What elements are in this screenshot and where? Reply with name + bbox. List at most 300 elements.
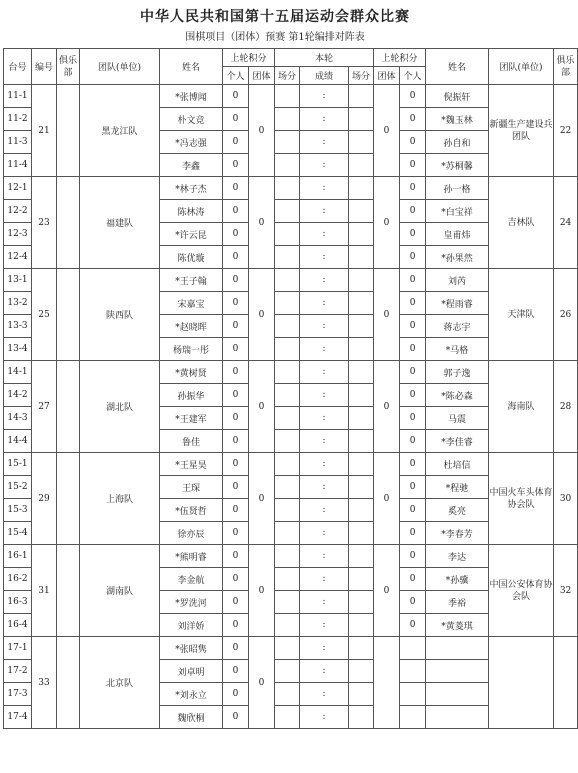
result-cell: :	[300, 614, 349, 637]
player-name-right: 奚亮	[426, 499, 489, 522]
player-name: 朴文竞	[160, 108, 223, 131]
player-name: *张昭隽	[160, 637, 223, 660]
team-name: 福建队	[80, 177, 160, 269]
prev-individual-score: 0	[223, 453, 249, 476]
header-field-score: 场分	[275, 67, 300, 85]
field-score-right	[349, 223, 374, 246]
header-name-right: 姓名	[426, 49, 489, 85]
team-name: 北京队	[80, 637, 160, 729]
field-score	[275, 476, 300, 499]
prev-team-score-right: 0	[374, 361, 400, 453]
field-score	[275, 430, 300, 453]
team-name-right: 中国公安体育协会队	[489, 545, 554, 637]
board-number: 14-3	[4, 407, 32, 430]
team-code-right: 24	[554, 177, 578, 269]
prev-individual-score: 0	[223, 131, 249, 154]
result-cell: :	[300, 108, 349, 131]
field-score	[275, 683, 300, 706]
result-cell: :	[300, 85, 349, 108]
prev-individual-score-right	[400, 637, 426, 660]
header-team-right: 团队(单位)	[489, 49, 554, 85]
prev-individual-score: 0	[223, 545, 249, 568]
prev-individual-score-right: 0	[400, 476, 426, 499]
board-number: 12-4	[4, 246, 32, 269]
field-score-right	[349, 177, 374, 200]
prev-individual-score: 0	[223, 154, 249, 177]
club-cell	[57, 85, 80, 177]
prev-team-score: 0	[249, 85, 275, 177]
team-code: 29	[32, 453, 57, 545]
player-name-right: 孙一格	[426, 177, 489, 200]
field-score-right	[349, 246, 374, 269]
prev-individual-score: 0	[223, 591, 249, 614]
player-name: *王星昊	[160, 453, 223, 476]
player-name: 刘洋娇	[160, 614, 223, 637]
club-cell	[57, 177, 80, 269]
player-name: 鲁佳	[160, 430, 223, 453]
prev-individual-score-right	[400, 660, 426, 683]
player-name-right: *程雨睿	[426, 292, 489, 315]
prev-individual-score-right: 0	[400, 131, 426, 154]
player-name: *罗洗河	[160, 591, 223, 614]
result-cell: :	[300, 453, 349, 476]
prev-individual-score: 0	[223, 200, 249, 223]
result-cell: :	[300, 430, 349, 453]
prev-team-score-right: 0	[374, 177, 400, 269]
prev-individual-score-right: 0	[400, 338, 426, 361]
field-score-right	[349, 361, 374, 384]
result-cell: :	[300, 384, 349, 407]
prev-individual-score-right: 0	[400, 200, 426, 223]
board-number: 12-2	[4, 200, 32, 223]
header-result: 成绩	[300, 67, 349, 85]
prev-individual-score-right: 0	[400, 453, 426, 476]
prev-individual-score-right: 0	[400, 292, 426, 315]
prev-individual-score-right: 0	[400, 361, 426, 384]
player-name-right: *白宝祥	[426, 200, 489, 223]
player-name: 刘卓明	[160, 660, 223, 683]
table-row	[4, 545, 578, 568]
team-code-right	[554, 637, 578, 729]
result-cell: :	[300, 246, 349, 269]
player-name-right	[426, 706, 489, 729]
field-score-right	[349, 591, 374, 614]
board-number: 11-1	[4, 85, 32, 108]
team-name: 湖南队	[80, 545, 160, 637]
field-score-right	[349, 683, 374, 706]
player-name-right: *陈必森	[426, 384, 489, 407]
result-cell: :	[300, 200, 349, 223]
header-team-score-right: 团体	[374, 67, 400, 85]
prev-team-score-right: 0	[374, 85, 400, 177]
field-score-right	[349, 200, 374, 223]
player-name: *王建军	[160, 407, 223, 430]
prev-individual-score-right: 0	[400, 223, 426, 246]
header-row-1	[4, 49, 578, 67]
board-number: 14-4	[4, 430, 32, 453]
prev-individual-score: 0	[223, 522, 249, 545]
team-code: 27	[32, 361, 57, 453]
field-score-right	[349, 131, 374, 154]
result-cell: :	[300, 177, 349, 200]
prev-team-score: 0	[249, 361, 275, 453]
prev-individual-score-right: 0	[400, 177, 426, 200]
team-code-right: 22	[554, 85, 578, 177]
table-row	[4, 269, 578, 292]
board-number: 11-4	[4, 154, 32, 177]
team-name-right: 中国火车头体育协会队	[489, 453, 554, 545]
result-cell: :	[300, 706, 349, 729]
field-score-right	[349, 499, 374, 522]
board-number: 17-3	[4, 683, 32, 706]
board-number: 12-3	[4, 223, 32, 246]
prev-team-score-right: 0	[374, 545, 400, 637]
board-number: 17-4	[4, 706, 32, 729]
prev-individual-score-right: 0	[400, 246, 426, 269]
prev-individual-score-right	[400, 683, 426, 706]
team-name: 上海队	[80, 453, 160, 545]
result-cell: :	[300, 476, 349, 499]
field-score	[275, 499, 300, 522]
pairing-table	[3, 48, 578, 729]
player-name: 宋嘉宝	[160, 292, 223, 315]
prev-individual-score: 0	[223, 108, 249, 131]
prev-individual-score: 0	[223, 246, 249, 269]
result-cell: :	[300, 131, 349, 154]
prev-individual-score-right: 0	[400, 430, 426, 453]
field-score	[275, 568, 300, 591]
prev-individual-score: 0	[223, 614, 249, 637]
prev-individual-score: 0	[223, 338, 249, 361]
field-score-right	[349, 476, 374, 499]
player-name-right: *苏桐馨	[426, 154, 489, 177]
field-score	[275, 706, 300, 729]
team-code-right: 30	[554, 453, 578, 545]
table-row	[4, 85, 578, 108]
field-score	[275, 384, 300, 407]
field-score	[275, 637, 300, 660]
field-score	[275, 522, 300, 545]
prev-individual-score: 0	[223, 430, 249, 453]
field-score	[275, 154, 300, 177]
prev-individual-score-right	[400, 706, 426, 729]
player-name-right: *李春芳	[426, 522, 489, 545]
player-name-right: *黄菱琪	[426, 614, 489, 637]
player-name: 徐亦辰	[160, 522, 223, 545]
header-code: 编号	[32, 49, 57, 85]
header-prev-score-right: 上轮积分	[374, 49, 426, 67]
team-code-right: 32	[554, 545, 578, 637]
team-name: 黑龙江队	[80, 85, 160, 177]
header-table-no: 台号	[4, 49, 32, 85]
prev-team-score-right	[374, 637, 400, 729]
result-cell: :	[300, 361, 349, 384]
field-score-right	[349, 430, 374, 453]
player-name-right: 李达	[426, 545, 489, 568]
player-name-right	[426, 683, 489, 706]
field-score	[275, 131, 300, 154]
result-cell: :	[300, 154, 349, 177]
prev-individual-score-right: 0	[400, 407, 426, 430]
prev-individual-score: 0	[223, 223, 249, 246]
field-score	[275, 108, 300, 131]
player-name: 陈优璇	[160, 246, 223, 269]
field-score-right	[349, 545, 374, 568]
team-name-right: 吉林队	[489, 177, 554, 269]
field-score	[275, 361, 300, 384]
header-club: 俱乐部	[57, 49, 80, 85]
team-code: 31	[32, 545, 57, 637]
player-name: 魏欣桐	[160, 706, 223, 729]
result-cell: :	[300, 223, 349, 246]
field-score-right	[349, 292, 374, 315]
club-cell	[57, 545, 80, 637]
player-name-right: 刘芮	[426, 269, 489, 292]
board-number: 15-3	[4, 499, 32, 522]
table-row	[4, 453, 578, 476]
team-code: 33	[32, 637, 57, 729]
result-cell: :	[300, 269, 349, 292]
board-number: 16-4	[4, 614, 32, 637]
field-score-right	[349, 407, 374, 430]
header-individual-right: 个人	[400, 67, 426, 85]
prev-individual-score: 0	[223, 683, 249, 706]
player-name-right: *马格	[426, 338, 489, 361]
board-number: 11-3	[4, 131, 32, 154]
team-name-right: 海南队	[489, 361, 554, 453]
header-name: 姓名	[160, 49, 223, 85]
prev-individual-score-right: 0	[400, 522, 426, 545]
prev-individual-score-right: 0	[400, 384, 426, 407]
board-number: 11-2	[4, 108, 32, 131]
prev-individual-score: 0	[223, 269, 249, 292]
player-name: 孙振华	[160, 384, 223, 407]
team-code-right: 26	[554, 269, 578, 361]
field-score-right	[349, 154, 374, 177]
field-score	[275, 660, 300, 683]
table-row	[4, 361, 578, 384]
result-cell: :	[300, 315, 349, 338]
header-individual: 个人	[223, 67, 249, 85]
field-score	[275, 200, 300, 223]
prev-team-score: 0	[249, 545, 275, 637]
field-score	[275, 315, 300, 338]
result-cell: :	[300, 338, 349, 361]
page-title: 中华人民共和国第十五届运动会群众比赛	[140, 9, 410, 25]
team-code: 23	[32, 177, 57, 269]
result-cell: :	[300, 591, 349, 614]
field-score	[275, 269, 300, 292]
board-number: 17-2	[4, 660, 32, 683]
prev-individual-score: 0	[223, 568, 249, 591]
field-score-right	[349, 315, 374, 338]
field-score-right	[349, 522, 374, 545]
prev-team-score-right: 0	[374, 269, 400, 361]
table-row	[4, 637, 578, 660]
board-number: 15-1	[4, 453, 32, 476]
board-number: 14-1	[4, 361, 32, 384]
table-row	[4, 177, 578, 200]
player-name: *熊明睿	[160, 545, 223, 568]
prev-individual-score: 0	[223, 499, 249, 522]
player-name: *王子翰	[160, 269, 223, 292]
player-name: *赵晓晖	[160, 315, 223, 338]
player-name-right: 郭子逸	[426, 361, 489, 384]
prev-team-score-right: 0	[374, 453, 400, 545]
field-score-right	[349, 453, 374, 476]
header-team-score: 团体	[249, 67, 275, 85]
field-score	[275, 223, 300, 246]
board-number: 13-2	[4, 292, 32, 315]
prev-team-score: 0	[249, 269, 275, 361]
player-name: *冯志强	[160, 131, 223, 154]
prev-individual-score: 0	[223, 637, 249, 660]
field-score-right	[349, 108, 374, 131]
header-this-round: 本轮	[275, 49, 374, 67]
player-name-right: 马震	[426, 407, 489, 430]
result-cell: :	[300, 522, 349, 545]
board-number: 15-4	[4, 522, 32, 545]
field-score	[275, 338, 300, 361]
field-score-right	[349, 660, 374, 683]
club-cell	[57, 637, 80, 729]
prev-individual-score-right: 0	[400, 269, 426, 292]
prev-team-score: 0	[249, 453, 275, 545]
prev-individual-score-right: 0	[400, 568, 426, 591]
field-score-right	[349, 384, 374, 407]
result-cell: :	[300, 683, 349, 706]
result-cell: :	[300, 407, 349, 430]
prev-team-score: 0	[249, 177, 275, 269]
header-club-right: 俱乐部	[554, 49, 578, 85]
player-name-right: *魏玉林	[426, 108, 489, 131]
player-name-right: 倪振轩	[426, 85, 489, 108]
field-score	[275, 545, 300, 568]
field-score-right	[349, 338, 374, 361]
prev-individual-score-right: 0	[400, 499, 426, 522]
player-name-right: *程驰	[426, 476, 489, 499]
team-code: 25	[32, 269, 57, 361]
team-name-right: 新疆生产建设兵团队	[489, 85, 554, 177]
prev-individual-score-right: 0	[400, 85, 426, 108]
board-number: 13-1	[4, 269, 32, 292]
field-score-right	[349, 85, 374, 108]
prev-individual-score: 0	[223, 407, 249, 430]
player-name-right: 蒋志宇	[426, 315, 489, 338]
page-subtitle: 围棋项目（团体）预赛 第1轮编排对阵表	[185, 32, 365, 43]
prev-individual-score-right: 0	[400, 614, 426, 637]
prev-individual-score: 0	[223, 384, 249, 407]
prev-individual-score: 0	[223, 361, 249, 384]
prev-individual-score-right: 0	[400, 591, 426, 614]
field-score	[275, 591, 300, 614]
player-name: 王琛	[160, 476, 223, 499]
board-number: 12-1	[4, 177, 32, 200]
field-score-right	[349, 568, 374, 591]
board-number: 13-3	[4, 315, 32, 338]
player-name-right: *孙骥	[426, 568, 489, 591]
team-code: 21	[32, 85, 57, 177]
board-number: 13-4	[4, 338, 32, 361]
player-name-right	[426, 660, 489, 683]
field-score	[275, 614, 300, 637]
board-number: 16-2	[4, 568, 32, 591]
board-number: 14-2	[4, 384, 32, 407]
team-name-right	[489, 637, 554, 729]
club-cell	[57, 269, 80, 361]
prev-team-score: 0	[249, 637, 275, 729]
player-name: 李金航	[160, 568, 223, 591]
board-number: 16-3	[4, 591, 32, 614]
result-cell: :	[300, 568, 349, 591]
player-name-right	[426, 637, 489, 660]
board-number: 16-1	[4, 545, 32, 568]
header-field-score-right: 场分	[349, 67, 374, 85]
team-name: 陕西队	[80, 269, 160, 361]
header-team: 团队(单位)	[80, 49, 160, 85]
prev-individual-score: 0	[223, 315, 249, 338]
board-number: 15-2	[4, 476, 32, 499]
result-cell: :	[300, 660, 349, 683]
field-score	[275, 292, 300, 315]
prev-individual-score-right: 0	[400, 154, 426, 177]
team-name-right: 天津队	[489, 269, 554, 361]
field-score	[275, 246, 300, 269]
player-name-right: 皇甫炜	[426, 223, 489, 246]
team-code-right: 28	[554, 361, 578, 453]
field-score-right	[349, 706, 374, 729]
prev-individual-score: 0	[223, 706, 249, 729]
prev-individual-score: 0	[223, 476, 249, 499]
field-score	[275, 177, 300, 200]
prev-individual-score: 0	[223, 292, 249, 315]
team-name: 湖北队	[80, 361, 160, 453]
club-cell	[57, 453, 80, 545]
prev-individual-score: 0	[223, 660, 249, 683]
result-cell: :	[300, 545, 349, 568]
player-name: 李鑫	[160, 154, 223, 177]
player-name: 陈林涛	[160, 200, 223, 223]
player-name-right: *李佳睿	[426, 430, 489, 453]
prev-individual-score: 0	[223, 85, 249, 108]
player-name: *黄树贤	[160, 361, 223, 384]
player-name-right: 季裕	[426, 591, 489, 614]
player-name: *刘永立	[160, 683, 223, 706]
field-score	[275, 85, 300, 108]
result-cell: :	[300, 637, 349, 660]
field-score-right	[349, 614, 374, 637]
prev-individual-score: 0	[223, 177, 249, 200]
player-name-right: *孙果然	[426, 246, 489, 269]
board-number: 17-1	[4, 637, 32, 660]
field-score	[275, 407, 300, 430]
result-cell: :	[300, 292, 349, 315]
header-prev-score: 上轮积分	[223, 49, 275, 67]
player-name-right: 杜培信	[426, 453, 489, 476]
player-name: *伍贤哲	[160, 499, 223, 522]
prev-individual-score-right: 0	[400, 315, 426, 338]
field-score-right	[349, 637, 374, 660]
field-score-right	[349, 269, 374, 292]
player-name: *林子杰	[160, 177, 223, 200]
player-name: *许云昆	[160, 223, 223, 246]
player-name: 杨瑞一彤	[160, 338, 223, 361]
club-cell	[57, 361, 80, 453]
result-cell: :	[300, 499, 349, 522]
player-name: *张博闻	[160, 85, 223, 108]
prev-individual-score-right: 0	[400, 108, 426, 131]
player-name-right: 孙自和	[426, 131, 489, 154]
